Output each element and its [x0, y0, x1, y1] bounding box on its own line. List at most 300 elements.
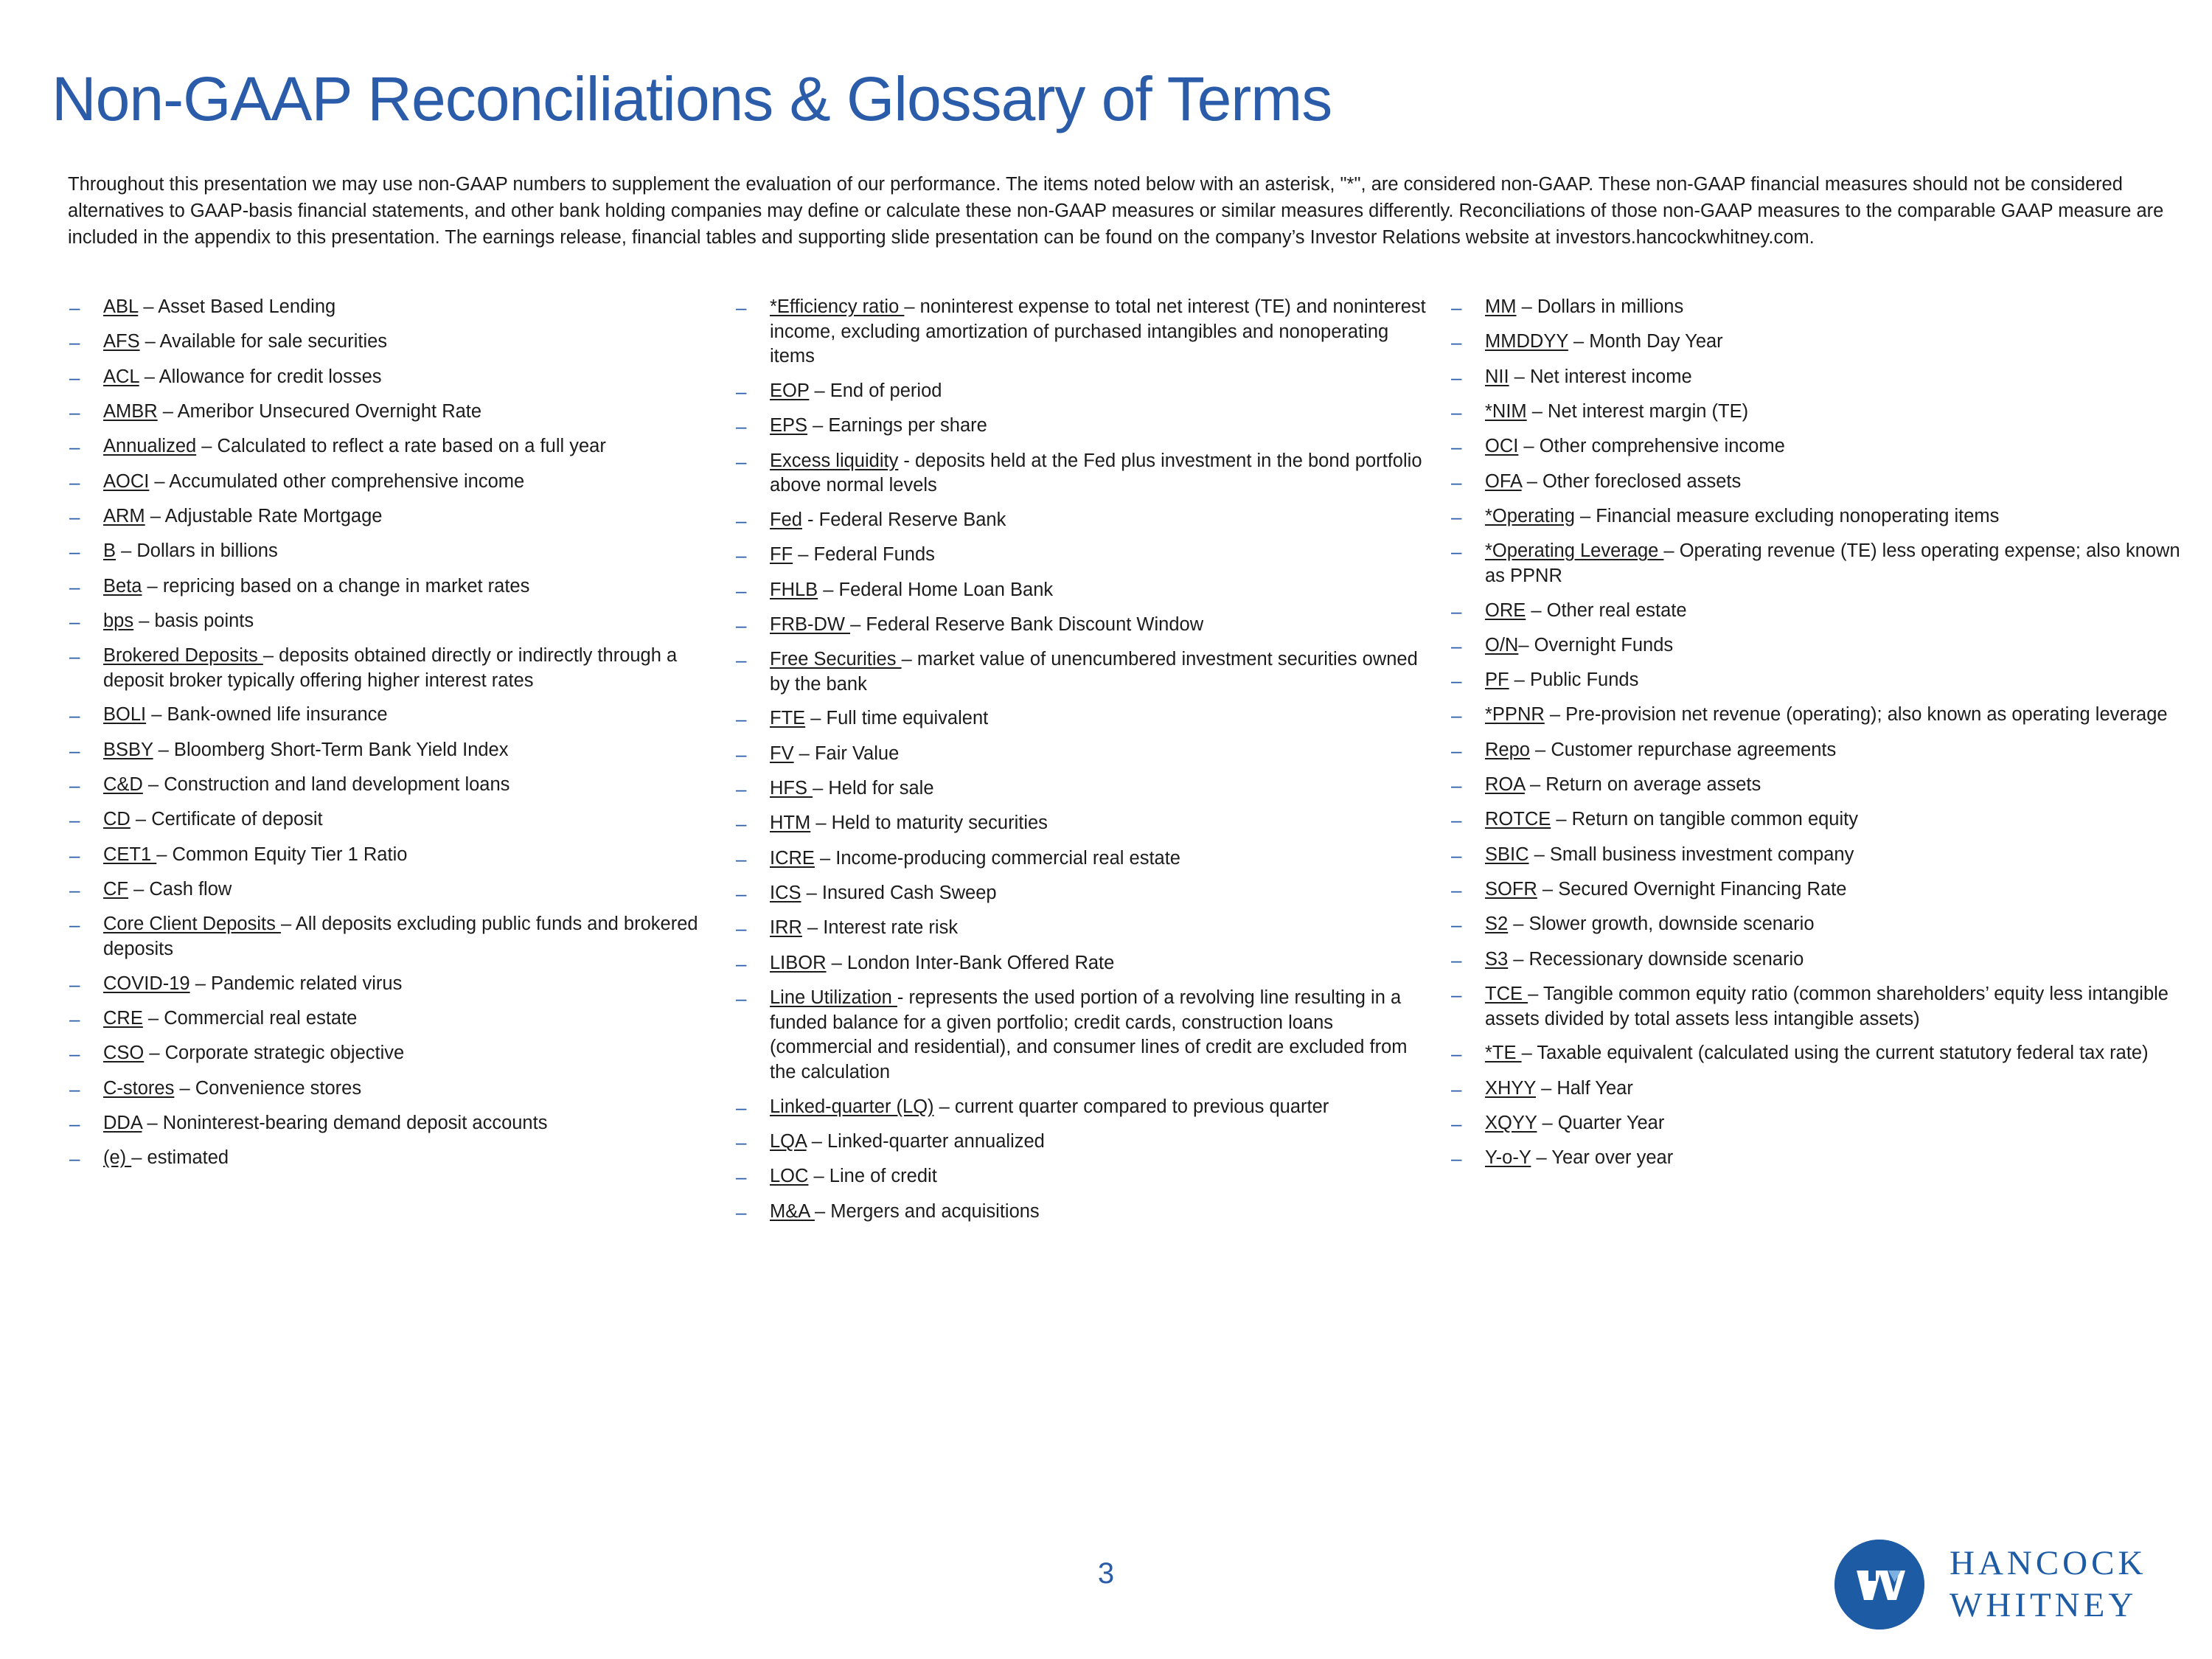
- glossary-item-text: [770, 811, 1432, 836]
- glossary-item-text: [103, 703, 728, 728]
- glossary-term: Fed: [770, 509, 802, 530]
- glossary-definition: – Financial measure excluding nonoperating items: [1574, 505, 2000, 526]
- glossary-item-text: [103, 400, 728, 425]
- glossary-item: [1447, 912, 2191, 937]
- glossary-item-text: [1485, 738, 2191, 763]
- glossary-definition: – Noninterest-bearing demand deposit accounts: [142, 1112, 548, 1133]
- glossary-item: [1447, 1041, 2191, 1066]
- glossary-term: FRB-DW: [770, 613, 851, 635]
- dash-bullet-icon: –: [736, 1130, 747, 1153]
- glossary-item: [731, 613, 1432, 638]
- glossary-term: *PPNR: [1485, 704, 1545, 726]
- glossary-definition: – Convenience stores: [174, 1077, 362, 1099]
- glossary-item: [1447, 877, 2191, 902]
- glossary-term: Excess liquidity: [770, 450, 899, 471]
- dash-bullet-icon: –: [69, 1147, 80, 1170]
- glossary-definition: – estimated: [131, 1147, 229, 1169]
- dash-bullet-icon: –: [1451, 470, 1462, 493]
- glossary-item-text: [103, 912, 728, 961]
- glossary-term: EOP: [770, 380, 810, 401]
- glossary-term: *Efficiency ratio: [770, 296, 905, 317]
- glossary-definition: – Income-producing commercial real estate: [814, 847, 1180, 869]
- glossary-term: Line Utilization: [770, 987, 897, 1008]
- dash-bullet-icon: –: [1451, 774, 1462, 797]
- glossary-term: CD: [103, 809, 131, 830]
- glossary-definition: – Overnight Funds: [1518, 634, 1674, 655]
- dash-bullet-icon: –: [736, 450, 747, 473]
- glossary-definition: – Accumulated other comprehensive income: [149, 470, 525, 492]
- dash-bullet-icon: –: [736, 742, 747, 765]
- glossary-item: [731, 1130, 1432, 1155]
- glossary-definition: – Tangible common equity ratio (common shareholders’ equity less intangible assets divided by total assets less intangible assets): [1485, 983, 2168, 1029]
- dash-bullet-icon: –: [736, 883, 747, 905]
- glossary-item-text: [103, 504, 728, 529]
- glossary-term: (e): [103, 1147, 132, 1169]
- glossary-term: FV: [770, 742, 794, 764]
- glossary-item-text: [103, 738, 728, 763]
- glossary-item: [65, 773, 728, 798]
- glossary-definition: – repricing based on a change in market rates: [142, 575, 530, 597]
- glossary-item-text: [1485, 470, 2191, 495]
- glossary-term: LQA: [770, 1130, 807, 1152]
- glossary-column-3: [1447, 295, 2191, 1181]
- glossary-item: [65, 738, 728, 763]
- glossary-item: [65, 1041, 728, 1066]
- glossary-definition: – Taxable equivalent (calculated using the current statutory federal tax rate): [1521, 1043, 2149, 1064]
- glossary-term: DDA: [103, 1112, 142, 1133]
- glossary-item: [65, 644, 728, 693]
- glossary-term: HTM: [770, 813, 811, 834]
- glossary-definition: - represents the used portion of a revolving line resulting in a funded balance for a given portfolio; credit cards, construction loans (commercial and residential), and consumer lines of credit are excluded from the calculation: [770, 987, 1408, 1082]
- glossary-item: [731, 578, 1432, 603]
- hancock-whitney-logo: [1834, 1540, 2146, 1630]
- glossary-item: [65, 877, 728, 902]
- page-title: Non-GAAP Reconciliations & Glossary of Terms: [52, 64, 1332, 133]
- glossary-item: [1447, 470, 2191, 495]
- glossary-term: S3: [1485, 948, 1509, 970]
- dash-bullet-icon: –: [736, 1096, 747, 1119]
- glossary-definition: – Fair Value: [793, 742, 900, 764]
- glossary-definition: – Pre-provision net revenue (operating); also known as operating leverage: [1544, 704, 2168, 726]
- glossary-item: [65, 365, 728, 390]
- glossary-definition: – Ameribor Unsecured Overnight Rate: [157, 400, 482, 422]
- glossary-definition: – All deposits excluding public funds and brokered deposits: [103, 914, 698, 959]
- glossary-item-text: [103, 574, 728, 599]
- glossary-item: [731, 776, 1432, 801]
- glossary-item-text: [1485, 703, 2191, 728]
- glossary-definition: – Operating revenue (TE) less operating expense; also known as PPNR: [1485, 540, 2180, 586]
- glossary-term: M&A: [770, 1200, 815, 1222]
- dash-bullet-icon: –: [1451, 739, 1462, 762]
- dash-bullet-icon: –: [736, 296, 747, 319]
- dash-bullet-icon: –: [69, 844, 80, 866]
- glossary-term: PF: [1485, 669, 1509, 691]
- glossary-definition: – Other comprehensive income: [1518, 436, 1785, 457]
- glossary-term: BOLI: [103, 704, 147, 726]
- glossary-item: [65, 1077, 728, 1102]
- glossary-definition: – noninterest expense to total net interest (TE) and noninterest income, excluding amortization of purchased intangibles and nonoperating items: [770, 296, 1426, 367]
- dash-bullet-icon: –: [69, 973, 80, 995]
- glossary-definition: – Adjustable Rate Mortgage: [145, 505, 383, 526]
- glossary-term: SOFR: [1485, 879, 1537, 900]
- glossary-definition: – Held for sale: [813, 778, 934, 799]
- glossary-item-text: [1485, 504, 2191, 529]
- glossary-term: FTE: [770, 708, 806, 729]
- glossary-item-text: [1485, 912, 2191, 937]
- glossary-item: [65, 843, 728, 868]
- glossary-definition: – Other real estate: [1526, 599, 1687, 621]
- glossary-item-text: [1485, 295, 2191, 320]
- glossary-definition: – Federal Reserve Bank Discount Window: [850, 613, 1204, 635]
- dash-bullet-icon: –: [1451, 436, 1462, 459]
- dash-bullet-icon: –: [736, 952, 747, 975]
- dash-bullet-icon: –: [1451, 704, 1462, 727]
- glossary-item-text: [103, 1006, 728, 1032]
- glossary-item: [731, 846, 1432, 872]
- dash-bullet-icon: –: [1451, 983, 1462, 1006]
- glossary-item-text: [1485, 633, 2191, 658]
- glossary-item-text: [103, 295, 728, 320]
- glossary-term: Repo: [1485, 739, 1530, 760]
- glossary-definition: – Net interest income: [1509, 366, 1692, 387]
- glossary-definition: – London Inter-Bank Offered Rate: [826, 952, 1115, 973]
- glossary-definition: – Earnings per share: [807, 415, 987, 437]
- glossary-item: [65, 1146, 728, 1171]
- dash-bullet-icon: –: [69, 774, 80, 797]
- dash-bullet-icon: –: [1451, 1043, 1462, 1065]
- glossary-item-text: [103, 434, 728, 459]
- dash-bullet-icon: –: [69, 1112, 80, 1135]
- dash-bullet-icon: –: [736, 649, 747, 672]
- glossary-item-text: [770, 613, 1432, 638]
- glossary-definition: – Cash flow: [128, 879, 232, 900]
- glossary-item-text: [103, 470, 728, 495]
- glossary-definition: – Linked-quarter annualized: [806, 1130, 1045, 1152]
- glossary-definition: – Return on tangible common equity: [1551, 809, 1858, 830]
- glossary-term: O/N: [1485, 634, 1519, 655]
- glossary-term: ICS: [770, 883, 801, 904]
- glossary-item-text: [1485, 843, 2191, 868]
- glossary-definition: – basis points: [133, 610, 254, 631]
- glossary-item-text: [770, 449, 1432, 498]
- glossary-item-text: [770, 742, 1432, 767]
- glossary-definition: – Corporate strategic objective: [144, 1043, 405, 1064]
- dash-bullet-icon: –: [736, 613, 747, 636]
- glossary-term: BSBY: [103, 739, 153, 760]
- glossary-term: C-stores: [103, 1077, 175, 1099]
- dash-bullet-icon: –: [1451, 599, 1462, 622]
- dash-bullet-icon: –: [69, 331, 80, 354]
- glossary-term: CSO: [103, 1043, 145, 1064]
- glossary-term: Linked-quarter (LQ): [770, 1096, 934, 1117]
- glossary-item: [1447, 668, 2191, 693]
- glossary-item-text: [770, 543, 1432, 568]
- glossary-term: *Operating Leverage: [1485, 540, 1664, 562]
- glossary-term: FHLB: [770, 579, 818, 600]
- glossary-term: LIBOR: [770, 952, 827, 973]
- glossary-item-text: [770, 414, 1432, 439]
- glossary-term: FF: [770, 544, 793, 566]
- glossary-term: Brokered Deposits: [103, 645, 263, 667]
- dash-bullet-icon: –: [69, 505, 80, 528]
- glossary-item: [731, 414, 1432, 439]
- glossary-item-text: [770, 951, 1432, 976]
- dash-bullet-icon: –: [69, 400, 80, 423]
- glossary-item-text: [1485, 330, 2191, 355]
- dash-bullet-icon: –: [1451, 809, 1462, 832]
- glossary-term: MM: [1485, 296, 1517, 317]
- glossary-item-text: [1485, 877, 2191, 902]
- glossary-column-2: [731, 295, 1432, 1234]
- glossary-definition: – Slower growth, downside scenario: [1508, 914, 1815, 935]
- glossary-term: *Operating: [1485, 505, 1575, 526]
- glossary-term: Y-o-Y: [1485, 1147, 1531, 1169]
- dash-bullet-icon: –: [1451, 1077, 1462, 1100]
- glossary-item-text: [1485, 807, 2191, 832]
- glossary-item: [1447, 738, 2191, 763]
- dash-bullet-icon: –: [1451, 948, 1462, 971]
- glossary-term: HFS: [770, 778, 813, 799]
- glossary-item: [731, 647, 1432, 697]
- glossary-item-text: [770, 846, 1432, 872]
- glossary-item-text: [1485, 1041, 2191, 1066]
- glossary-item: [731, 508, 1432, 533]
- glossary-item: [65, 434, 728, 459]
- glossary-item: [1447, 947, 2191, 973]
- glossary-term: COVID-19: [103, 973, 190, 994]
- glossary-item: [731, 951, 1432, 976]
- dash-bullet-icon: –: [736, 579, 747, 602]
- glossary-definition: – Bank-owned life insurance: [146, 704, 388, 726]
- glossary-term: XQYY: [1485, 1112, 1537, 1133]
- glossary-term: EPS: [770, 415, 808, 437]
- glossary-item-text: [770, 508, 1432, 533]
- glossary-item-text: [770, 881, 1432, 906]
- glossary-definition: – Common Equity Tier 1 Ratio: [156, 844, 408, 865]
- glossary-term: CF: [103, 879, 128, 900]
- glossary-item: [731, 1164, 1432, 1189]
- glossary-item-text: [770, 776, 1432, 801]
- dash-bullet-icon: –: [1451, 400, 1462, 423]
- glossary-item-text: [103, 773, 728, 798]
- dash-bullet-icon: –: [69, 436, 80, 459]
- dash-bullet-icon: –: [69, 296, 80, 319]
- dash-bullet-icon: –: [736, 813, 747, 835]
- glossary-term: LOC: [770, 1166, 809, 1187]
- glossary-item-text: [770, 916, 1432, 941]
- glossary-item: [1447, 807, 2191, 832]
- glossary-item: [65, 504, 728, 529]
- glossary-item: [1447, 982, 2191, 1032]
- glossary-item: [1447, 330, 2191, 355]
- glossary-item: [65, 703, 728, 728]
- glossary-term: *NIM: [1485, 400, 1527, 422]
- glossary-item: [731, 543, 1432, 568]
- glossary-item: [1447, 1111, 2191, 1136]
- glossary-item-text: [103, 644, 728, 693]
- glossary-definition: – Month Day Year: [1568, 331, 1723, 352]
- glossary-term: C&D: [103, 774, 143, 796]
- glossary-definition: – Customer repurchase agreements: [1529, 739, 1837, 760]
- glossary-item: [731, 986, 1432, 1085]
- glossary-item: [1447, 1077, 2191, 1102]
- glossary-definition: – Bloomberg Short-Term Bank Yield Index: [153, 739, 509, 760]
- glossary-item: [1447, 843, 2191, 868]
- glossary-definition: – Federal Funds: [793, 544, 935, 566]
- glossary-term: XHYY: [1485, 1077, 1536, 1099]
- glossary-definition: - deposits held at the Fed plus investment in the bond portfolio above normal levels: [770, 450, 1422, 496]
- glossary-item: [65, 330, 728, 355]
- glossary-item: [731, 811, 1432, 836]
- dash-bullet-icon: –: [69, 704, 80, 727]
- glossary-definition: – Other foreclosed assets: [1521, 470, 1742, 492]
- glossary-term: ACL: [103, 366, 139, 387]
- logo-wordmark: [1950, 1543, 2146, 1627]
- glossary-definition: – Calculated to reflect a rate based on a full year: [196, 436, 606, 457]
- glossary-item: [731, 295, 1432, 369]
- glossary-definition: – Secured Overnight Financing Rate: [1537, 879, 1847, 900]
- glossary-term: ARM: [103, 505, 145, 526]
- glossary-term: B: [103, 540, 116, 562]
- dash-bullet-icon: –: [736, 778, 747, 801]
- glossary-term: MMDDYY: [1485, 331, 1568, 352]
- glossary-term: OCI: [1485, 436, 1519, 457]
- glossary-item-text: [103, 330, 728, 355]
- glossary-definition: – Insured Cash Sweep: [801, 883, 997, 904]
- dash-bullet-icon: –: [69, 540, 80, 563]
- glossary-definition: – Construction and land development loans: [142, 774, 510, 796]
- dash-bullet-icon: –: [736, 1200, 747, 1223]
- dash-bullet-icon: –: [69, 610, 80, 633]
- glossary-item-text: [770, 379, 1432, 404]
- dash-bullet-icon: –: [1451, 296, 1462, 319]
- glossary-item: [731, 449, 1432, 498]
- glossary-item-text: [103, 972, 728, 997]
- glossary-item-text: [1485, 982, 2191, 1032]
- dash-bullet-icon: –: [1451, 331, 1462, 354]
- glossary-item-text: [103, 807, 728, 832]
- glossary-item-text: [103, 609, 728, 634]
- dash-bullet-icon: –: [736, 847, 747, 870]
- glossary-item-text: [103, 1077, 728, 1102]
- glossary-item: [1447, 295, 2191, 320]
- dash-bullet-icon: –: [69, 1007, 80, 1030]
- glossary-item: [65, 912, 728, 961]
- glossary-term: OFA: [1485, 470, 1522, 492]
- glossary-item-text: [1485, 365, 2191, 390]
- glossary-item: [65, 972, 728, 997]
- glossary-definition: – Line of credit: [808, 1166, 937, 1187]
- glossary-definition: – Return on average assets: [1524, 774, 1761, 796]
- glossary-definition: – Dollars in billions: [116, 540, 278, 562]
- glossary-definition: – Public Funds: [1509, 669, 1639, 691]
- intro-paragraph-text: Throughout this presentation we may use non-GAAP numbers to supplement the evaluation of our performance. The items noted below with an asterisk, "*", are considered non-GAAP. These non-GAAP financial measures should not be considered alternatives to GAAP-basis financial statements, and other bank holding companies may define or calculate these non-GAAP measures or similar measures differently. Reconciliations of those non-GAAP measures to the comparable GAAP measure are included in the appendix to this presentation. The earnings release, financial tables and supporting slide presentation can be found on the company’s Investor Relations website at investors.hancockwhitney.com.: [68, 174, 2164, 248]
- glossary-definition: – Commercial real estate: [142, 1007, 358, 1029]
- glossary-term: IRR: [770, 917, 802, 939]
- glossary-item-text: [770, 1200, 1432, 1225]
- glossary-item-text: [1485, 434, 2191, 459]
- glossary-item: [731, 706, 1432, 731]
- glossary-term: NII: [1485, 366, 1509, 387]
- glossary-item-text: [103, 1041, 728, 1066]
- glossary-item-text: [1485, 599, 2191, 624]
- glossary-item-text: [770, 1130, 1432, 1155]
- dash-bullet-icon: –: [1451, 879, 1462, 901]
- dash-bullet-icon: –: [736, 708, 747, 731]
- glossary-item: [1447, 703, 2191, 728]
- intro-paragraph: [68, 171, 2168, 251]
- dash-bullet-icon: –: [69, 809, 80, 832]
- glossary-term: CRE: [103, 1007, 143, 1029]
- glossary-definition: – Pandemic related virus: [189, 973, 403, 994]
- dash-bullet-icon: –: [69, 575, 80, 598]
- glossary-item-text: [1485, 1146, 2191, 1171]
- dash-bullet-icon: –: [1451, 844, 1462, 866]
- glossary-item: [731, 881, 1432, 906]
- glossary-definition: – Interest rate risk: [801, 917, 959, 939]
- glossary-term: AOCI: [103, 470, 150, 492]
- dash-bullet-icon: –: [69, 1043, 80, 1065]
- glossary-definition: – Full time equivalent: [805, 708, 989, 729]
- dash-bullet-icon: –: [1451, 366, 1462, 389]
- glossary-item: [1447, 504, 2191, 529]
- glossary-definition: – Federal Home Loan Bank: [818, 579, 1054, 600]
- glossary-term: ORE: [1485, 599, 1526, 621]
- glossary-item-text: [770, 1095, 1432, 1120]
- glossary-definition: – Allowance for credit losses: [139, 366, 382, 387]
- glossary-term: S2: [1485, 914, 1509, 935]
- dash-bullet-icon: –: [736, 415, 747, 438]
- glossary-definition: – Held to maturity securities: [810, 813, 1048, 834]
- glossary-definition: – Small business investment company: [1528, 844, 1854, 865]
- glossary-item: [65, 807, 728, 832]
- glossary-definition: – Net interest margin (TE): [1526, 400, 1749, 422]
- glossary-term: *TE: [1485, 1043, 1522, 1064]
- glossary-item-text: [103, 843, 728, 868]
- glossary-term: Beta: [103, 575, 142, 597]
- glossary-item-text: [770, 295, 1432, 369]
- glossary-term: Annualized: [103, 436, 197, 457]
- logo-monogram-icon: [1834, 1540, 1924, 1630]
- glossary-term: AFS: [103, 331, 140, 352]
- glossary-definition: – Asset Based Lending: [138, 296, 336, 317]
- glossary-definition: – Quarter Year: [1537, 1112, 1665, 1133]
- glossary-definition: – End of period: [809, 380, 942, 401]
- dash-bullet-icon: –: [1451, 634, 1462, 657]
- dash-bullet-icon: –: [736, 544, 747, 567]
- glossary-term: AMBR: [103, 400, 158, 422]
- glossary-item: [731, 1095, 1432, 1120]
- page-number: 3: [1097, 1557, 1115, 1590]
- glossary-item-text: [103, 877, 728, 902]
- glossary-definition: – Certificate of deposit: [130, 809, 323, 830]
- glossary-definition: – Recessionary downside scenario: [1508, 948, 1804, 970]
- glossary-definition: – current quarter compared to previous quarter: [933, 1096, 1329, 1117]
- glossary-item-text: [770, 1164, 1432, 1189]
- glossary-item: [65, 400, 728, 425]
- glossary-item: [65, 470, 728, 495]
- glossary-item-text: [1485, 1077, 2191, 1102]
- glossary-item: [1447, 539, 2191, 588]
- glossary-definition: – deposits obtained directly or indirectly through a deposit broker typically offering higher interest rates: [103, 645, 678, 691]
- glossary-item: [731, 1200, 1432, 1225]
- glossary-item: [1447, 599, 2191, 624]
- glossary-item-text: [1485, 668, 2191, 693]
- glossary-item: [65, 539, 728, 564]
- glossary-item-text: [1485, 947, 2191, 973]
- dash-bullet-icon: –: [1451, 914, 1462, 936]
- glossary-item: [1447, 633, 2191, 658]
